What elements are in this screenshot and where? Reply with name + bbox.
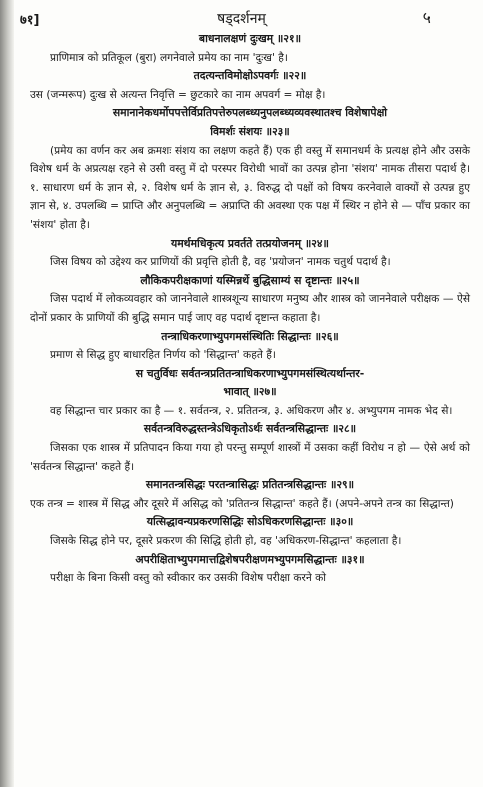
- sutra-31: अपरीक्षिताभ्युपगमात्तद्विशेषपरीक्षणमभ्युपगमसिद्धान्तः ॥३१॥: [135, 552, 365, 566]
- sutra-27-line-2: भावात् ॥२७॥: [223, 385, 277, 399]
- header-left-mark: ७१]: [20, 13, 40, 28]
- commentary-28: जिसका एक शास्त्र में प्रतिपादन किया गया हो परन्तु सम्पूर्ण शास्त्रों में उसका कहीं विरोध न हो — ऐसे अर्थ को 'सर्वतन्त्र सिद्धान्त' कहते हैं।: [30, 442, 470, 473]
- commentary-29: एक तन्त्र = शास्त्र में सिद्ध और दूसरे में असिद्ध को 'प्रतितन्त्र सिद्धान्त' कहते हैं। (अपने-अपने तन्त्र का सिद्धान्त): [30, 497, 454, 510]
- sutra-25: लौकिकपरीक्षकाणां यस्मिन्नर्थे बुद्धिसाम्यं स दृष्टान्तः ॥२५॥: [140, 273, 360, 287]
- page-number: ५: [422, 8, 431, 27]
- commentary-24: जिस विषय को उद्देश्य कर प्राणियों की प्रवृत्ति होती है, वह 'प्रयोजन' नामक चतुर्थ पदार्थ है।: [50, 256, 391, 269]
- sutra-23-line-1: समानानेकधर्मोपपत्तेर्विप्रतिपत्तेरुपलब्ध्यनुपलब्ध्यव्यवस्थातश्च विशेषापेक्षो: [112, 106, 388, 120]
- sutra-23-line-2: विमर्शः संशयः ॥२३॥: [210, 124, 290, 138]
- commentary-30: जिसके सिद्ध होने पर, दूसरे प्रकरण की सिद्धि होती हो, वह 'अधिकरण-सिद्धान्त' कहलाता है।: [50, 535, 402, 548]
- page-body: [30, 30, 470, 588]
- commentary-31: परीक्षा के बिना किसी वस्तु को स्वीकार कर उसकी विशेष परीक्षा करने को: [50, 572, 327, 585]
- sutra-21: बाधनालक्षणं दुःखम् ॥२१॥: [198, 32, 302, 45]
- sutra-26: तन्त्राधिकरणाभ्युपगमसंस्थितिः सिद्धान्तः ॥२६॥: [161, 329, 339, 343]
- sutra-29: समानतन्त्रसिद्धः परतन्त्रासिद्धः प्रतितन्त्रसिद्धान्तः ॥२९॥: [145, 478, 355, 492]
- commentary-27: वह सिद्धान्त चार प्रकार का है — १. सर्वतन्त्र, २. प्रतितन्त्र, ३. अधिकरण और ४. अभ्युपगम नामक भेद से।: [50, 404, 453, 417]
- sutra-27-line-1: स चतुर्विधः सर्वतन्त्रप्रतितन्त्राधिकरणाभ्युपगमसंस्थित्यर्थान्तर-: [135, 366, 365, 380]
- page-binding-edge: [0, 0, 14, 787]
- sutra-30: यत्सिद्धावन्यप्रकरणसिद्धिः सोऽधिकरणसिद्धान्तः ॥३०॥: [146, 515, 354, 529]
- running-title: षड्दर्शनम्: [217, 11, 266, 27]
- commentary-26: प्रमाण से सिद्ध हुए बाधारहित निर्णय को 'सिद्धान्त' कहते हैं।: [50, 349, 276, 362]
- commentary-22: उस (जन्मरूप) दुःख से अत्यन्त निवृत्ति = छुटकारे का नाम अपवर्ग = मोक्ष है।: [30, 88, 326, 101]
- page-header: [0, 6, 483, 32]
- sutra-28: सर्वतन्त्रविरुद्धस्तन्त्रेऽधिकृतोऽर्थः सर्वतन्त्रसिद्धान्तः ॥२८॥: [143, 422, 357, 436]
- commentary-25: जिस पदार्थ में लोकव्यवहार को जाननेवाले शास्त्रशून्य साधारण मनुष्य और शास्त्र को जाननेवाले परीक्षक — ऐसे दोनों प्रकार के प्राणियों की बुद्धि समान पाई जाए वह पदार्थ दृष्टान्त कहाता है।: [30, 293, 470, 324]
- commentary-21: प्राणिमात्र को प्रतिकूल (बुरा) लगनेवाले प्रमेय का नाम 'दुःख' है।: [50, 51, 288, 64]
- sutra-22: तदत्यन्तविमोक्षोऽपवर्गः ॥२२॥: [193, 69, 307, 83]
- sutra-24: यमर्थमधिकृत्य प्रवर्तते तत्प्रयोजनम् ॥२४॥: [170, 236, 330, 250]
- commentary-23: (प्रमेय का वर्णन कर अब क्रमशः संशय का लक्षण कहते हैं) एक ही वस्तु में समानधर्म के प्रत्यक्ष होने और उसके विशेष धर्म के अप्रत्यक्ष रहने से उसी वस्तु में दो परस्पर विरोधी भावों का उत्पन्न होना 'संशय' नामक तीसरा पदार्थ है। १. साधारण धर्म के ज्ञान से, २. विशेष धर्म के ज्ञान से, ३. विरुद्ध दो पक्षों को विषय करनेवाले वाक्यों से उत्पन्न हुए ज्ञान से, ४. उपलब्धि = प्राप्ति और अनुपलब्धि = अप्राप्ति की अवस्था एक पक्ष में स्थिर न होने से — पाँच प्रकार का 'संशय' होता है।: [30, 144, 470, 231]
